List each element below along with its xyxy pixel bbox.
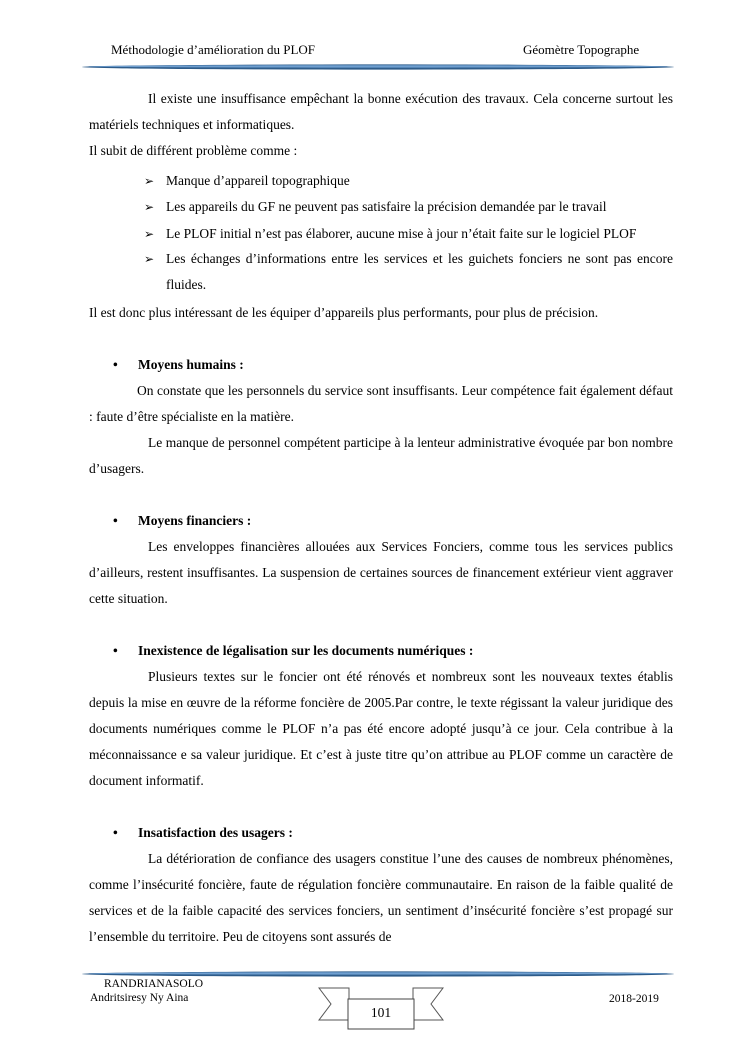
page-content bbox=[89, 86, 673, 950]
intro-conclusion: Il est donc plus intéressant de les équiper d’appareils plus performants, pour plus de précision. bbox=[89, 305, 599, 320]
usagers-paragraph: La détérioration de confiance des usagers constitue l’une des causes de nombreux phénomènes, comme l’insécurité foncière, faute de régulation foncière communautaire. En raison de la faible qualité de services et de la faible capacité des services fonciers, un sentiment d’insécurité foncière s’est propagé sur l’ensemble du territoire. Peu de citoyens sont assurés de bbox=[89, 851, 673, 944]
section-heading-humains: • Moyens humains : bbox=[89, 352, 673, 378]
legalisation-paragraph: Plusieurs textes sur le foncier ont été rénovés et nombreux sont les nouveaux textes établis depuis la mise en œuvre de la réforme foncière de 2005.Par contre, le texte régissant la valeur juridique des documents numériques comme le PLOF n’a pas été encore adopté jusqu’à ce jour. Cela contribue à la méconnaissance e sa valeur juridique. Et c’est à juste titre qu’on attribue au PLOF comme un caractère de document informatif. bbox=[89, 669, 673, 788]
arrow-bullet-icon: ➢ bbox=[144, 200, 155, 214]
bullet-icon: • bbox=[113, 825, 118, 840]
bullet-icon: • bbox=[113, 643, 118, 658]
footer-year: 2018-2019 bbox=[609, 993, 659, 1005]
list-item: ➢ Les échanges d’informations entre les services et les guichets fonciers ne sont pas encore fluides. bbox=[144, 246, 673, 298]
problem-list bbox=[89, 168, 673, 298]
arrow-bullet-icon: ➢ bbox=[144, 174, 155, 188]
footer-rule bbox=[82, 971, 674, 977]
intro-paragraph: Il existe une insuffisance empêchant la bonne exécution des travaux. Cela concerne surtout les matériels techniques et informatiques. bbox=[89, 91, 673, 132]
list-item: ➢ Les appareils du GF ne peuvent pas satisfaire la précision demandée par le travail bbox=[144, 194, 673, 220]
bullet-icon: • bbox=[113, 513, 118, 528]
bullet-icon: • bbox=[113, 357, 118, 372]
header-title: Méthodologie d’amélioration du PLOF bbox=[111, 42, 316, 57]
section-heading-usagers: • Insatisfaction des usagers : bbox=[89, 820, 673, 846]
header-rule bbox=[82, 64, 674, 70]
page-number: 101 bbox=[370, 1005, 392, 1020]
financiers-paragraph: Les enveloppes financières allouées aux Services Fonciers, comme tous les services publics d’ailleurs, restent insuffisantes. La suspension de certaines sources de financement extérieur vient aggraver cette situation. bbox=[89, 539, 673, 606]
humains-paragraph-2: Le manque de personnel compétent participe à la lenteur administrative évoquée par bon nombre d’usagers. bbox=[89, 435, 673, 476]
list-item: ➢ Le PLOF initial n’est pas élaborer, aucune mise à jour n’était faite sur le logiciel PLOF bbox=[144, 226, 637, 241]
arrow-bullet-icon: ➢ bbox=[144, 252, 155, 266]
intro-lead: Il subit de différent problème comme : bbox=[89, 143, 298, 158]
list-item: ➢ Manque d’appareil topographique bbox=[144, 168, 673, 194]
humains-paragraph-1: On constate que les personnels du service sont insuffisants. Leur compétence fait également défaut : faute d’être spécialiste en la matière. bbox=[89, 383, 673, 424]
arrow-bullet-icon: ➢ bbox=[144, 227, 155, 241]
header-subtitle: Géomètre Topographe bbox=[523, 42, 640, 57]
section-heading-financiers: • Moyens financiers : bbox=[89, 508, 673, 534]
footer-author-surname: RANDRIANASOLO bbox=[104, 978, 204, 990]
footer-author-firstname: Andritsiresy Ny Aina bbox=[90, 992, 189, 1004]
section-heading-legalisation: • Inexistence de légalisation sur les documents numériques : bbox=[89, 638, 673, 664]
